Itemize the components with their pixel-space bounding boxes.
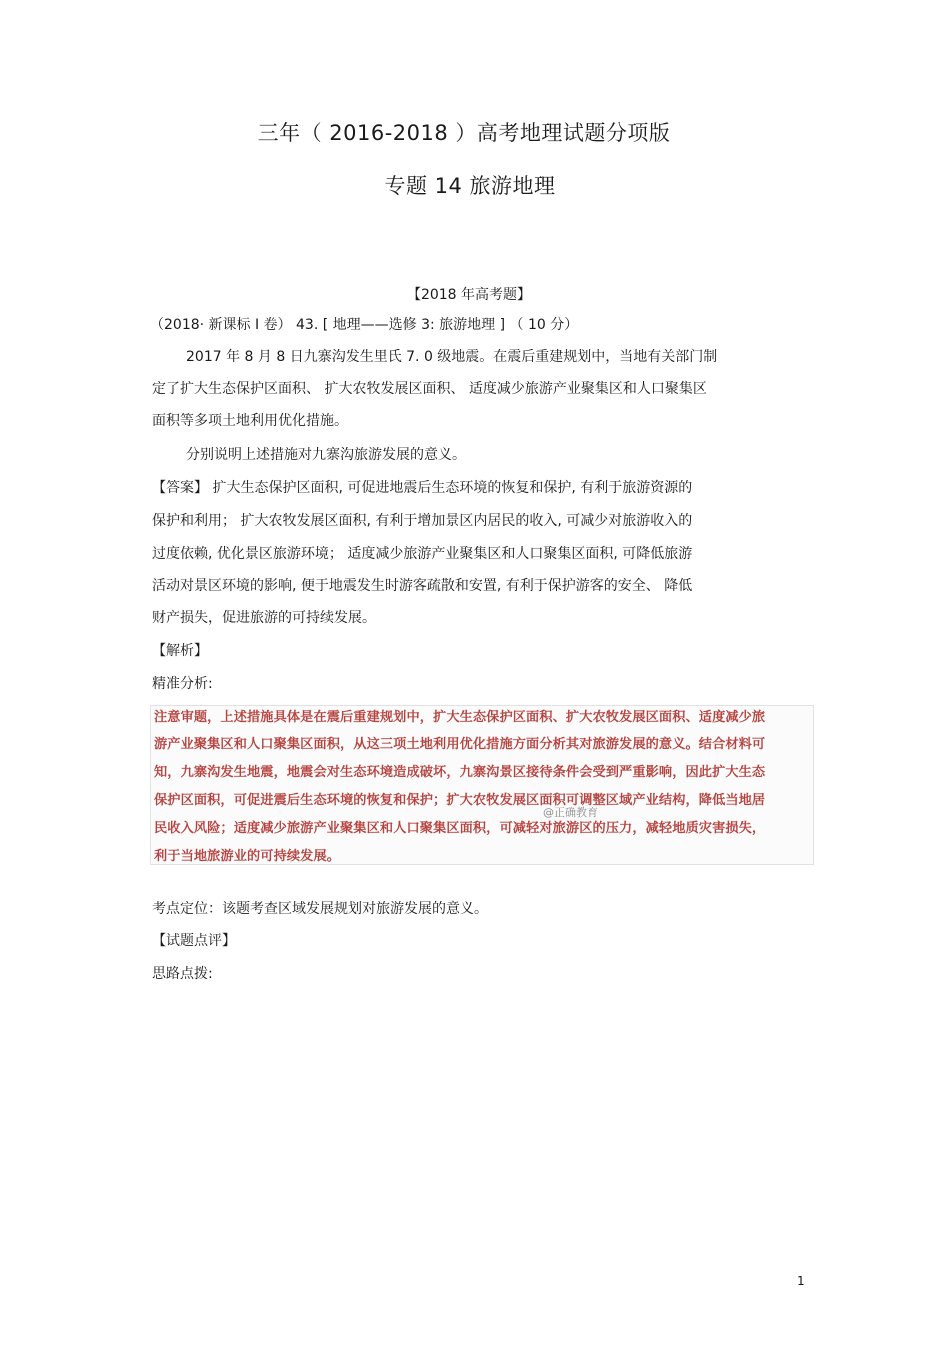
analysis-image-box — [150, 705, 814, 865]
analysis-box-line: 利于当地旅游业的可持续发展。 — [154, 849, 341, 864]
question-line: 2017 年 8 月 8 日九寨沟发生里氏 7. 0 级地震。在震后重建规划中，当地有关部门制 — [186, 349, 718, 365]
watermark: @正确教育 — [543, 806, 598, 819]
analysis-box-line: 注意审题，上述措施具体是在震后重建规划中，扩大生态保护区面积、扩大农牧发展区面积、适度减少旅 — [154, 710, 766, 725]
answer-line: 过度依赖, 优化景区旅游环境； 适度减少旅游产业聚集区和人口聚集区面积, 可降低旅游 — [152, 546, 693, 562]
document-title: 三年（ 2016-2018 ）高考地理试题分项版 — [257, 121, 671, 145]
analysis-box-line: 知，九寨沟发生地震，地震会对生态环境造成破坏，九寨沟景区接待条件会受到严重影响，因此扩大生态 — [154, 765, 766, 780]
document-subtitle: 专题 14 旅游地理 — [384, 174, 556, 198]
answer-line: 【答案】 扩大生态保护区面积, 可促进地震后生态环境的恢复和保护, 有利于旅游资源的 — [152, 480, 693, 496]
analysis-box-line: 民收入风险；适度减少旅游产业聚集区和人口聚集区面积，可减轻对旅游区的压力，减轻地质灾害损失， — [154, 821, 766, 836]
answer-line: 财产损失，促进旅游的可持续发展。 — [152, 610, 376, 626]
precise-analysis-label: 精准分析: — [152, 676, 213, 692]
answer-line: 活动对景区环境的影响, 便于地震发生时游客疏散和安置, 有利于保护游客的安全、 降低 — [152, 578, 693, 594]
section-heading: 【2018 年高考题】 — [406, 287, 532, 303]
comment-heading: 【试题点评】 — [152, 933, 236, 949]
page-number: 1 — [797, 1274, 805, 1288]
analysis-box-line: 游产业聚集区和人口聚集区面积，从这三项土地利用优化措施方面分析其对旅游发展的意义。结合材料可 — [154, 737, 766, 752]
answer-line: 保护和利用； 扩大农牧发展区面积, 有利于增加景区内居民的收入, 可减少对旅游收入的 — [152, 513, 693, 529]
question-line: 定了扩大生态保护区面积、 扩大农牧发展区面积、 适度减少旅游产业聚集区和人口聚集区 — [152, 381, 707, 397]
analysis-box-line: 保护区面积，可促进震后生态环境的恢复和保护；扩大农牧发展区面积可调整区域产业结构，降低当地居 — [154, 793, 766, 808]
analysis-heading: 【解析】 — [152, 643, 208, 659]
question-line: 面积等多项土地利用优化措施。 — [152, 413, 348, 429]
question-source: （2018· 新课标 I 卷） 43. [ 地理——选修 3: 旅游地理 ] （ 10 分） — [150, 317, 579, 333]
question-prompt: 分别说明上述措施对九寨沟旅游发展的意义。 — [186, 447, 466, 463]
key-point: 考点定位：该题考查区域发展规划对旅游发展的意义。 — [152, 901, 488, 917]
thinking-label: 思路点拨: — [152, 966, 213, 982]
